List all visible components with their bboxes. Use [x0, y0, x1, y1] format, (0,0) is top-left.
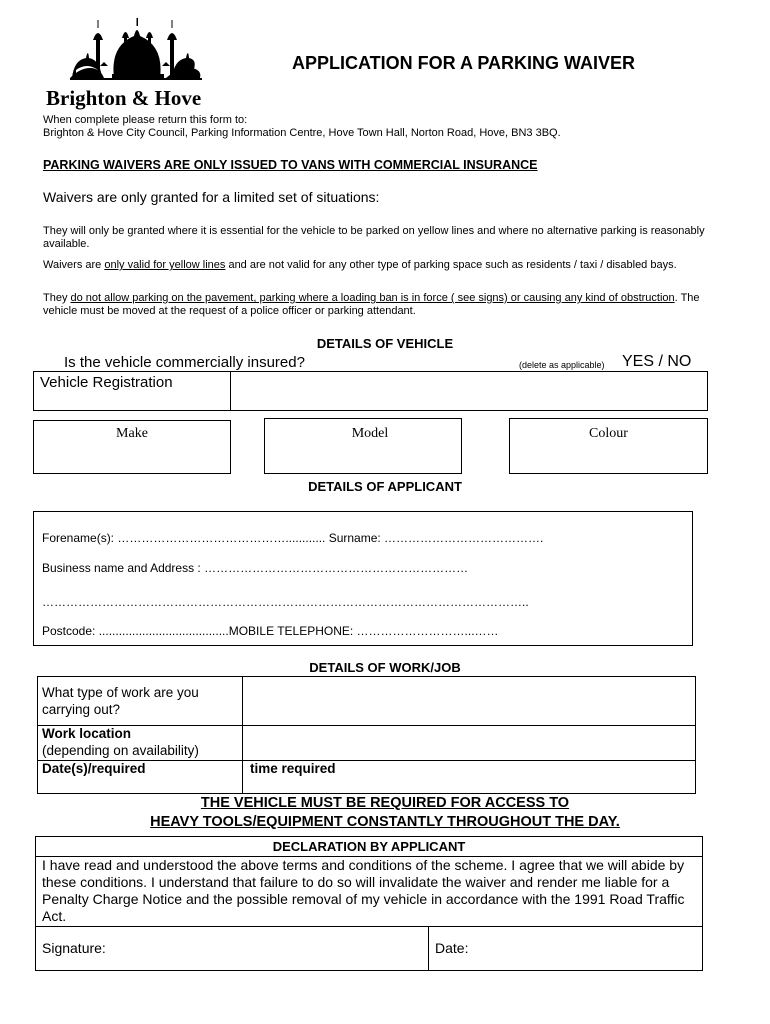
council-name: Brighton & Hove [46, 86, 202, 110]
rule-no-obstruction-post: . The vehicle must be moved at the request of a police officer or parking attendant. [43, 292, 700, 317]
registration-label: Vehicle Registration [40, 374, 173, 391]
declaration-signature-divider [35, 926, 703, 927]
registration-divider [230, 371, 231, 411]
address-continuation-field[interactable]: ………………………………………………………………………………………………………….. [42, 595, 529, 609]
commercial-insurance-notice: PARKING WAIVERS ARE ONLY ISSUED TO VANS WITH COMMERCIAL INSURANCE [43, 158, 538, 172]
make-label: Make [116, 426, 148, 441]
work-location-note: (depending on availability) [42, 743, 199, 758]
applicant-heading: DETAILS OF APPLICANT [308, 479, 462, 494]
work-col-divider [242, 676, 243, 794]
return-instruction: When complete please return this form to: [43, 114, 248, 126]
rule-yellow-lines: They will only be granted where it is essential for the vehicle to be parked on yellow lines and where no alternative parking is reasonably available. [43, 225, 705, 250]
rule-valid-spaces-underlined: only valid for yellow lines [104, 259, 226, 271]
work-type-label: What type of work are you carrying out? [42, 685, 199, 717]
rule-no-obstruction-pre: They [43, 292, 71, 304]
rule-valid-spaces-pre: Waivers are [43, 259, 105, 271]
dates-time-input[interactable] [244, 778, 694, 793]
work-location-input[interactable] [244, 726, 694, 759]
signature-date-divider [428, 926, 429, 971]
postcode-mobile-field[interactable]: Postcode: .......................................MOBILE TELEPHONE: ………………………...…… [42, 624, 499, 638]
signature-label: Signature: [42, 940, 106, 956]
council-logo [40, 18, 230, 110]
date-input[interactable] [480, 928, 700, 970]
rule-no-obstruction-underlined: do not allow parking on the pavement, parking where a loading ban is in force ( see signs) or causing any kind of obstruction [70, 292, 675, 304]
declaration-text: I have read and understood the above terms and conditions of the scheme. I agree that we will abide by these conditions. I understand that failure to do so will invalidate the waiver and render me liable for a Penalty Charge Notice and the possible removal of my vehicle in accordance with the 1991 Road Traffic Act. [42, 857, 685, 924]
return-address: Brighton & Hove City Council, Parking Information Centre, Hove Town Hall, Norton Road, Hove, BN3 3BQ. [43, 127, 561, 139]
yes-no-option[interactable]: YES / NO [622, 353, 692, 370]
page-title: APPLICATION FOR A PARKING WAIVER [292, 53, 636, 73]
declaration-heading: DECLARATION BY APPLICANT [272, 839, 466, 854]
rule-valid-spaces [43, 259, 733, 272]
model-label: Model [351, 426, 389, 441]
work-type-input[interactable] [244, 677, 694, 724]
pavilion-icon [40, 18, 230, 86]
work-heading: DETAILS OF WORK/JOB [309, 660, 461, 675]
signature-input[interactable] [120, 928, 425, 970]
intro-text: Waivers are only granted for a limited set of situations: [43, 189, 380, 205]
delete-note: (delete as applicable) [519, 360, 605, 370]
business-address-field[interactable]: Business name and Address : ………………………………………………………… [42, 561, 469, 575]
colour-label: Colour [589, 426, 628, 441]
rule-no-obstruction [43, 292, 728, 318]
rule-valid-spaces-post: and are not valid for any other type of parking space such as residents / taxi / disabled bays. [225, 259, 677, 271]
access-notice-line2: HEAVY TOOLS/EQUIPMENT CONSTANTLY THROUGHOUT THE DAY. [150, 814, 620, 830]
vehicle-heading: DETAILS OF VEHICLE [316, 336, 454, 351]
registration-input[interactable] [232, 372, 706, 410]
forename-surname-field[interactable]: Forename(s): ……………………………………............ Surname: …………………………………. [42, 531, 544, 545]
work-location-label: Work location [42, 726, 132, 741]
access-notice-line1: THE VEHICLE MUST BE REQUIRED FOR ACCESS TO [200, 795, 570, 811]
dates-required-label: Date(s)/required [42, 761, 146, 776]
time-required-label: time required [250, 761, 336, 776]
date-label: Date: [435, 940, 469, 956]
insured-question: Is the vehicle commercially insured? [64, 354, 305, 371]
